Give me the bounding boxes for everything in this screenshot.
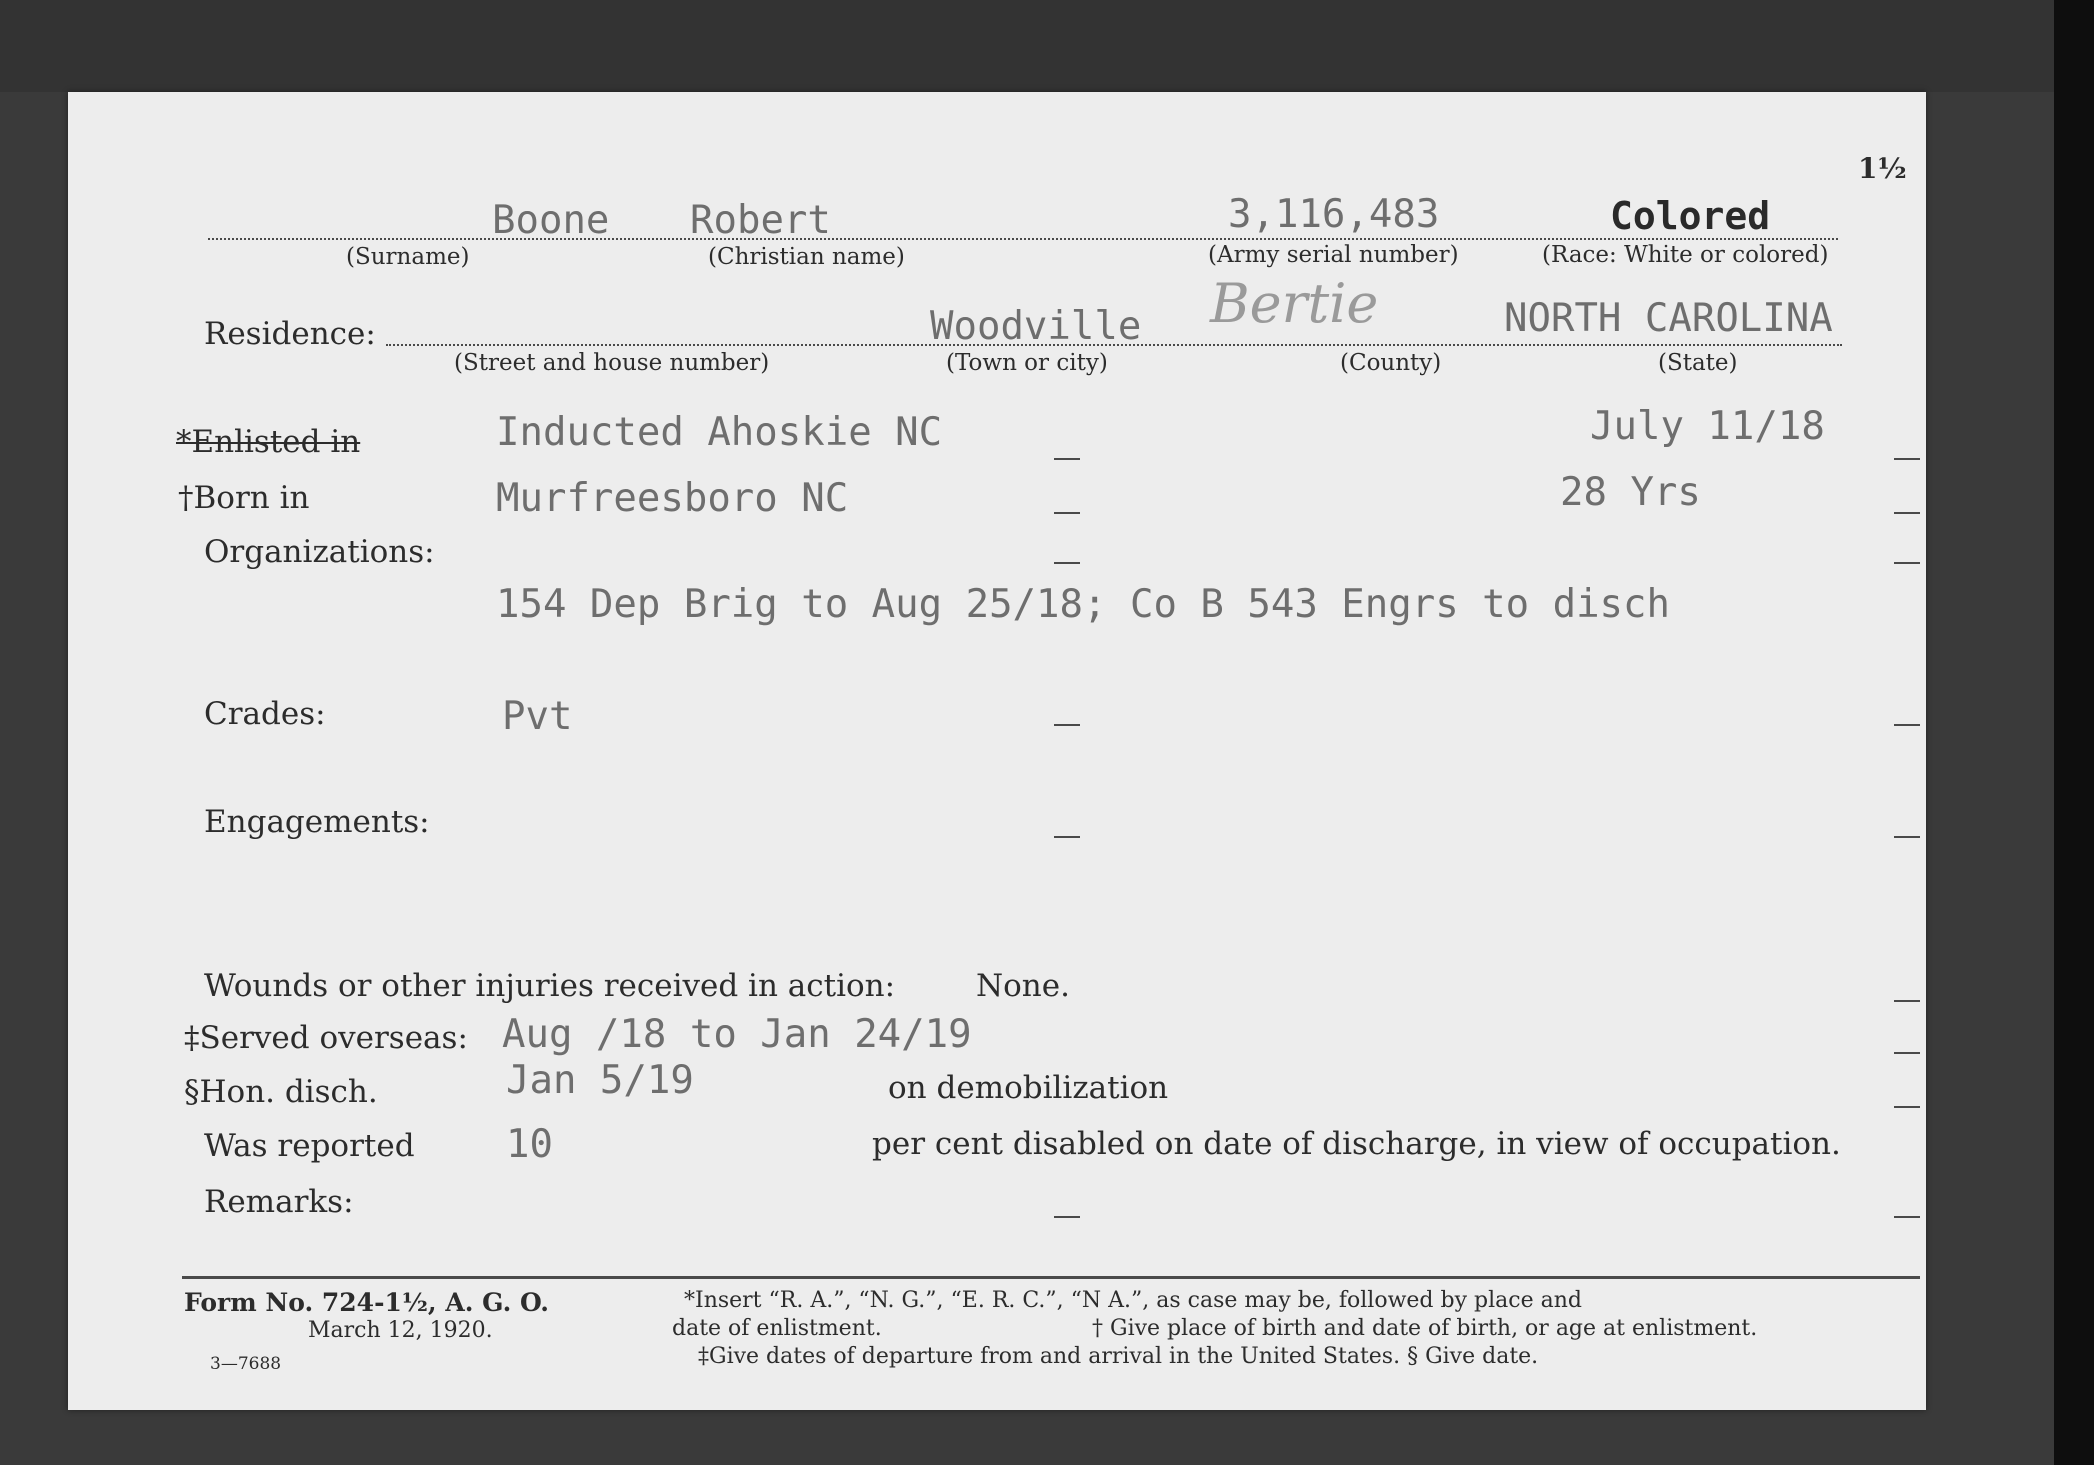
footer-rule: [182, 1276, 1920, 1279]
print-code: 3—7688: [210, 1354, 282, 1374]
reported-suffix: per cent disabled on date of discharge, in view of occupation.: [872, 1126, 1841, 1162]
organizations-dash-mid: [1054, 562, 1080, 564]
footnote-enlistment-cont: date of enlistment.: [672, 1316, 882, 1341]
surname-label: (Surname): [346, 244, 470, 270]
residence-state-value: NORTH CAROLINA: [1504, 296, 1833, 341]
service-record-card: [68, 92, 1926, 1410]
wounds-label: Wounds or other injuries received in action:: [204, 968, 896, 1004]
enlisted-label: *Enlisted in: [176, 424, 361, 460]
footnote-enlistment: *Insert “R. A.”, “N. G.”, “E. R. C.”, “N A.”, as case may be, followed by place and: [684, 1288, 1582, 1313]
crades-label: Crades:: [204, 696, 326, 732]
reported-label: Was reported: [204, 1128, 415, 1164]
crades-value: Pvt: [502, 694, 573, 739]
christian-name-label: (Christian name): [708, 244, 905, 270]
discharge-label: §Hon. disch.: [184, 1074, 378, 1110]
reported-value: 10: [506, 1122, 553, 1167]
form-date: March 12, 1920.: [308, 1318, 493, 1343]
race-value: Colored: [1610, 194, 1771, 238]
county-label: (County): [1340, 350, 1442, 376]
wounds-value: None.: [976, 968, 1070, 1004]
discharge-suffix: on demobilization: [888, 1070, 1169, 1106]
name-line: [208, 238, 1838, 240]
remarks-label: Remarks:: [204, 1184, 354, 1220]
overseas-label: ‡Served overseas:: [184, 1020, 468, 1056]
enlisted-date-value: July 11/18: [1590, 404, 1825, 449]
remarks-dash-end: [1894, 1216, 1920, 1218]
surname-value: Boone: [492, 198, 610, 243]
crades-dash-mid: [1054, 724, 1080, 726]
serial-number-value: 3,116,483: [1228, 192, 1440, 237]
residence-town-value: Woodville: [930, 304, 1142, 349]
overseas-dash-end: [1894, 1052, 1920, 1054]
residence-county-value: Bertie: [1210, 272, 1379, 335]
overseas-value: Aug /18 to Jan 24/19: [502, 1012, 972, 1057]
born-dash-end: [1894, 512, 1920, 514]
footnote-birth: † Give place of birth and date of birth, or age at enlistment.: [1092, 1316, 1758, 1341]
organizations-label: Organizations:: [204, 534, 435, 570]
state-label: (State): [1658, 350, 1738, 376]
wounds-dash-end: [1894, 1000, 1920, 1002]
scan-background-top: [0, 0, 2094, 92]
christian-name-value: Robert: [690, 198, 831, 243]
engagements-dash-mid: [1054, 836, 1080, 838]
discharge-value: Jan 5/19: [506, 1058, 694, 1103]
scan-background-edge: [2054, 0, 2094, 1465]
enlisted-dash-end: [1894, 458, 1920, 460]
crades-dash-end: [1894, 724, 1920, 726]
town-label: (Town or city): [946, 350, 1108, 376]
born-label: †Born in: [178, 480, 310, 516]
residence-label: Residence:: [204, 316, 376, 352]
discharge-dash-end: [1894, 1106, 1920, 1108]
form-number: Form No. 724-1½, A. G. O.: [184, 1288, 550, 1317]
card-number: 1½: [1858, 152, 1907, 185]
enlisted-value: Inducted Ahoskie NC: [496, 410, 943, 455]
remarks-dash-mid: [1054, 1216, 1080, 1218]
serial-number-label: (Army serial number): [1208, 242, 1459, 268]
race-label: (Race: White or colored): [1542, 242, 1829, 268]
organizations-dash-end: [1894, 562, 1920, 564]
born-value: Murfreesboro NC: [496, 476, 849, 521]
footnote-overseas: ‡Give dates of departure from and arrival in the United States. § Give date.: [698, 1344, 1539, 1369]
born-age-value: 28 Yrs: [1560, 470, 1701, 515]
born-dash-mid: [1054, 512, 1080, 514]
enlisted-dash-mid: [1054, 458, 1080, 460]
engagements-dash-end: [1894, 836, 1920, 838]
engagements-label: Engagements:: [204, 804, 430, 840]
organizations-value: 154 Dep Brig to Aug 25/18; Co B 543 Engrs to disch: [496, 582, 1670, 627]
street-label: (Street and house number): [454, 350, 770, 376]
